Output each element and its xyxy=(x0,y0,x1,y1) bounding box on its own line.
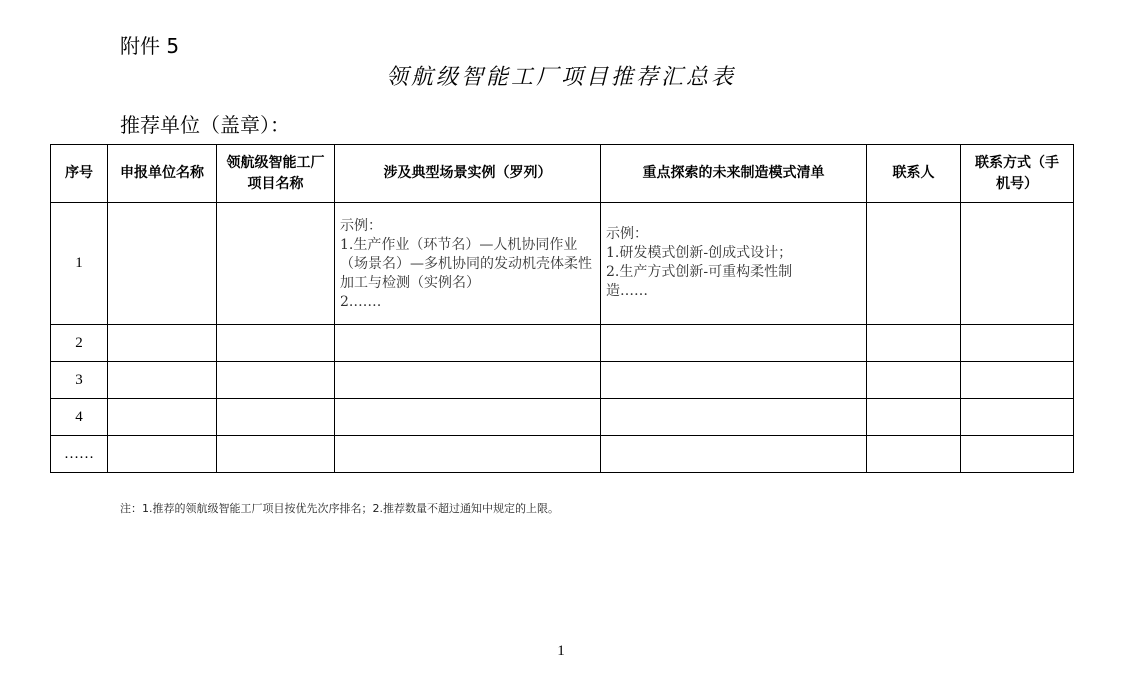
applicant-cell[interactable] xyxy=(108,203,217,325)
project-cell[interactable] xyxy=(217,436,335,473)
table-row xyxy=(51,399,1074,436)
header-project-name: 领航级智能工厂项目名称 xyxy=(217,145,335,203)
row-number: 1 xyxy=(51,203,108,325)
contact-cell[interactable] xyxy=(867,325,961,362)
mode-cell[interactable] xyxy=(601,399,867,436)
scenario-example-line: 1.生产作业（环节名）—人机协同作业（场景名）—多机协同的发动机壳体柔性加工与检测（实例名） xyxy=(340,237,592,291)
mode-cell[interactable] xyxy=(601,436,867,473)
table-row xyxy=(51,436,1074,473)
row-number: 2 xyxy=(51,325,108,362)
mode-cell[interactable] xyxy=(601,362,867,399)
applicant-cell[interactable] xyxy=(108,325,217,362)
mode-example-line: 1.研发模式创新-创成式设计； xyxy=(606,245,793,261)
phone-cell[interactable] xyxy=(961,325,1074,362)
project-summary-table xyxy=(50,144,1074,473)
header-serial-number: 序号 xyxy=(51,145,108,203)
contact-cell[interactable] xyxy=(867,203,961,325)
document-title: 领航级智能工厂项目推荐汇总表 xyxy=(385,65,736,90)
header-applicant-name: 申报单位名称 xyxy=(108,145,217,203)
project-cell[interactable] xyxy=(217,203,335,325)
scenario-cell[interactable] xyxy=(335,399,601,436)
table-header-row xyxy=(51,145,1074,203)
scenario-example-cell[interactable] xyxy=(335,203,601,325)
mode-example-line: 2.生产方式创新-可重构柔性制造…… xyxy=(606,264,793,299)
recommending-unit-label: 推荐单位（盖章）： xyxy=(120,113,290,137)
attachment-label: 附件 5 xyxy=(120,34,180,58)
phone-cell[interactable] xyxy=(961,203,1074,325)
header-contact-phone: 联系方式（手机号） xyxy=(961,145,1074,203)
row-number: 4 xyxy=(51,399,108,436)
project-cell[interactable] xyxy=(217,399,335,436)
scenario-example-line: 示例： xyxy=(340,218,382,234)
mode-example-cell[interactable] xyxy=(601,203,867,325)
table-row xyxy=(51,362,1074,399)
footnote: 注：1.推荐的领航级智能工厂项目按优先次序排名；2.推荐数量不超过通知中规定的上限。 xyxy=(120,502,559,515)
applicant-cell[interactable] xyxy=(108,362,217,399)
project-cell[interactable] xyxy=(217,362,335,399)
contact-cell[interactable] xyxy=(867,362,961,399)
row-number: …… xyxy=(51,436,108,473)
scenario-cell[interactable] xyxy=(335,362,601,399)
page-number: 1 xyxy=(557,643,565,659)
contact-cell[interactable] xyxy=(867,436,961,473)
scenario-example-line: 2.…… xyxy=(340,294,382,310)
contact-cell[interactable] xyxy=(867,399,961,436)
table-row xyxy=(51,203,1074,325)
table-row xyxy=(51,325,1074,362)
phone-cell[interactable] xyxy=(961,436,1074,473)
project-cell[interactable] xyxy=(217,325,335,362)
header-contact-person: 联系人 xyxy=(867,145,961,203)
header-typical-scenarios: 涉及典型场景实例（罗列） xyxy=(335,145,601,203)
scenario-cell[interactable] xyxy=(335,325,601,362)
row-number: 3 xyxy=(51,362,108,399)
mode-example-line: 示例： xyxy=(606,226,648,242)
applicant-cell[interactable] xyxy=(108,436,217,473)
mode-cell[interactable] xyxy=(601,325,867,362)
header-future-manufacturing-modes: 重点探索的未来制造模式清单 xyxy=(601,145,867,203)
phone-cell[interactable] xyxy=(961,399,1074,436)
scenario-cell[interactable] xyxy=(335,436,601,473)
applicant-cell[interactable] xyxy=(108,399,217,436)
phone-cell[interactable] xyxy=(961,362,1074,399)
